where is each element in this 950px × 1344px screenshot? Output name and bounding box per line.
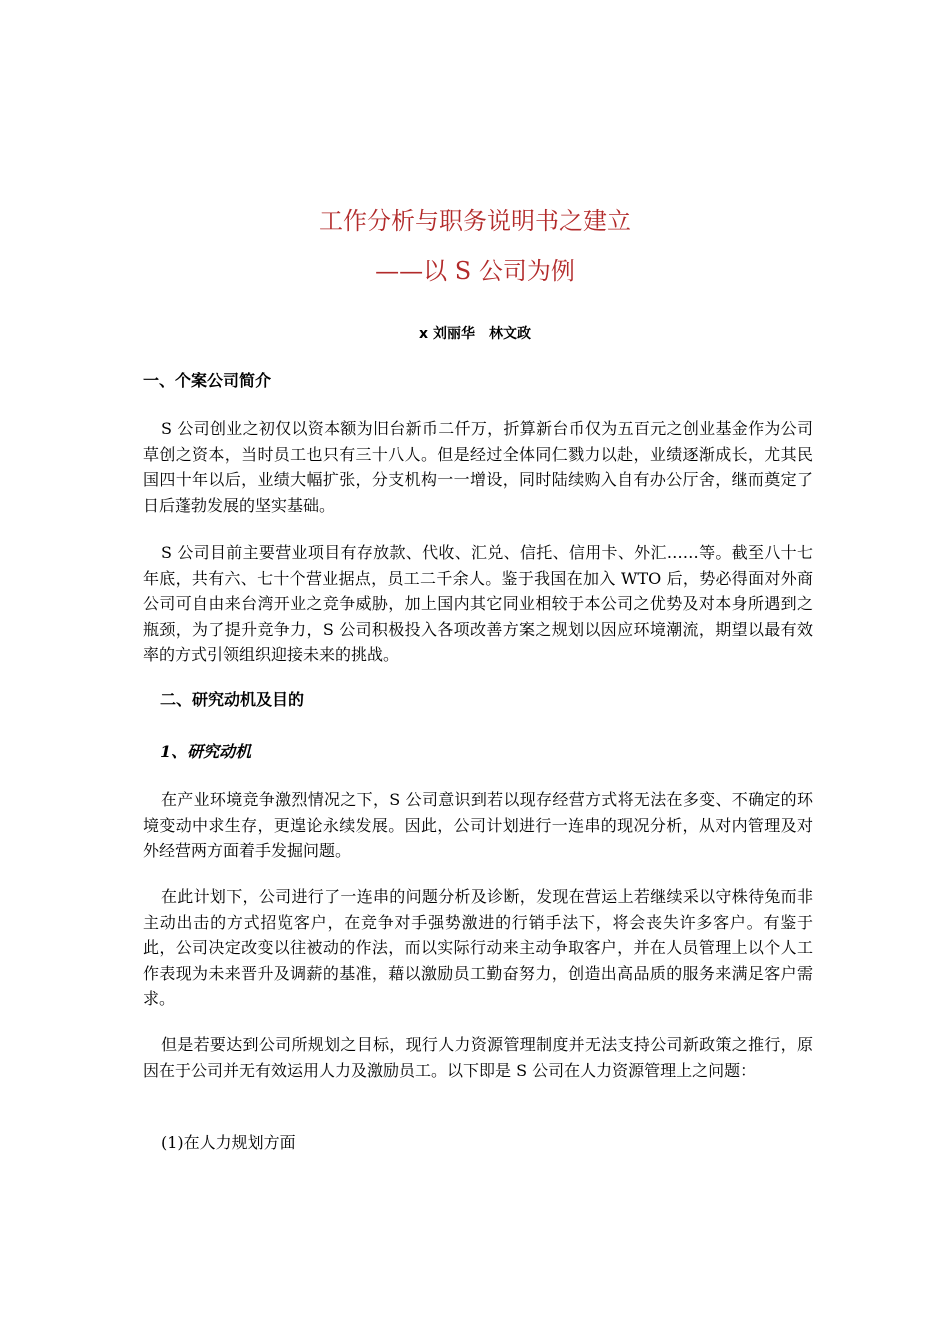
document-subtitle: ——以 S 公司为例 [375, 257, 575, 285]
section-heading-1: 一、个案公司简介 [143, 371, 272, 390]
list-item: (1)在人力规划方面 [161, 1133, 296, 1152]
paragraph: 但是若要达到公司所规划之目标，现行人力资源管理制度并无法支持公司新政策之推行，原因在于公司并无有效运用人力及激励员工。以下即是 S 公司在人力资源管理上之问题： [143, 1035, 813, 1080]
authors-line: x 刘丽华 林文政 [419, 326, 531, 342]
paragraph: S 公司目前主要营业项目有存放款、代收、汇兑、信托、信用卡、外汇……等。截至八十七年底，共有六、七十个营业据点，员工二千余人。鉴于我国在加入 WTO 后，势必得面对外商公司可自由来台湾开业之竞争威胁，加上国内其它同业相较于本公司之优势及对本身所遇到之瓶颈，为了提升竞争力，S 公司积极投入各项改善方案之规划以因应环境潮流，期望以最有效率的方式引领组织迎接未来的挑战。 [143, 543, 813, 664]
paragraph: 在此计划下，公司进行了一连串的问题分析及诊断，发现在营运上若继续采以守株待兔而非主动出击的方式招览客户，在竞争对手强势激进的行销手法下，将会丧失许多客户。有鉴于此，公司决定改变以往被动的作法，而以实际行动来主动争取客户，并在人员管理上以个人工作表现为未来晋升及调薪的基准，藉以激励员工勤奋努力，创造出高品质的服务来满足客户需求。 [143, 887, 813, 1008]
document-title: 工作分析与职务说明书之建立 [319, 207, 631, 235]
subsection-heading: 1、研究动机 [160, 742, 252, 761]
paragraph: 在产业环境竞争激烈情况之下，S 公司意识到若以现存经营方式将无法在多变、不确定的环境变动中求生存，更遑论永续发展。因此，公司计划进行一连串的现况分析，从对内管理及对外经营两方面着手发掘问题。 [143, 790, 813, 860]
paragraph: S 公司创业之初仅以资本额为旧台新币二仟万，折算新台币仅为五百元之创业基金作为公司草创之资本，当时员工也只有三十八人。但是经过全体同仁戮力以赴，业绩逐渐成长，尤其民国四十年以后，业绩大幅扩张，分支机构一一增设，同时陆续购入自有办公厅舍，继而奠定了日后蓬勃发展的坚实基础。 [143, 419, 813, 515]
section-heading-2: 二、研究动机及目的 [160, 690, 305, 709]
